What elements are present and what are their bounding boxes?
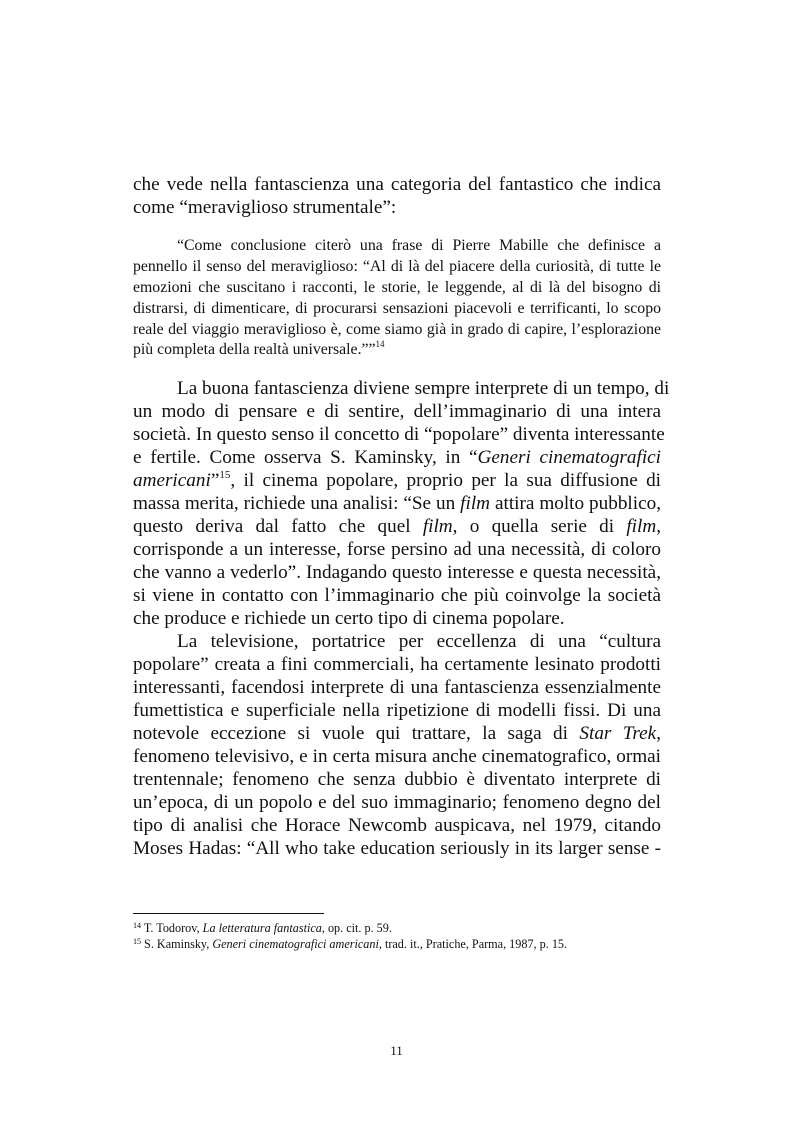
body-line: come “meraviglioso strumentale”:	[133, 197, 397, 218]
footnote-15: $^{15}$ S. Kaminsky, Generi cinematografici americani, trad. it., Pratiche, Parma, 1987, p. 15.	[133, 937, 568, 951]
footnote-separator	[133, 913, 324, 914]
footnote-ref[interactable]: 15	[219, 469, 231, 481]
quote-line: reale del viaggio meraviglioso è, come siamo già in grado di capire, l’esplorazione	[133, 321, 661, 338]
body-line: questo deriva dal fatto che quel film, o quella serie di film,	[133, 516, 661, 537]
body-line: americani”$^{15}$, il cinema popolare, proprio per la sua diffusione di	[133, 469, 661, 491]
body-line: che vede nella fantascienza una categoria del fantastico che indica	[133, 174, 661, 195]
body-line: notevole eccezione si vuole qui trattare, la saga di Star Trek,	[133, 723, 661, 744]
body-line: che produce e richiede un certo tipo di cinema popolare.	[133, 608, 565, 629]
page-number: 11	[390, 1043, 403, 1058]
body-line: La buona fantascienza diviene sempre interprete di un tempo, di	[177, 378, 670, 399]
quote-line: emozioni che suscitano i racconti, le storie, le leggende, al di là del bisogno di	[133, 279, 661, 296]
body-line: trentennale; fenomeno che senza dubbio è diventato interprete di	[133, 769, 661, 790]
body-line: e fertile. Come osserva S. Kaminsky, in “Generi cinematografici	[133, 447, 661, 468]
body-line: interessanti, facendosi interprete di una fantascienza essenzialmente	[133, 677, 661, 698]
body-line: Moses Hadas: “All who take education seriously in its larger sense -	[133, 838, 661, 859]
quote-line: “Come conclusione citerò una frase di Pierre Mabille che definisce a	[177, 237, 661, 254]
body-line: fenomeno televisivo, e in certa misura anche cinematografico, ormai	[133, 746, 661, 767]
footnote-14: $^{14}$ T. Todorov, La letteratura fantastica, op. cit. p. 59.	[133, 921, 392, 935]
body-line: corrisponde a un interesse, forse persino ad una necessità, di coloro	[133, 539, 661, 560]
quote-line-last: più completa della realtà universale.””$^{14}$	[133, 339, 385, 358]
footnote-ref[interactable]: 14	[375, 339, 385, 349]
quote-line: distrarsi, di dimenticare, di procurarsi sensazioni piacevoli e terrificanti, lo scopo	[133, 300, 661, 317]
body-line: si viene in contatto con l’immaginario che più coinvolge la società	[133, 585, 661, 606]
body-line: un’epoca, di un popolo e del suo immaginario; fenomeno degno del	[133, 792, 661, 813]
body-line: società. In questo senso il concetto di “popolare” diventa interessante	[133, 424, 665, 445]
body-line: popolare” creata a fini commerciali, ha certamente lesinato prodotti	[133, 654, 661, 675]
body-line: un modo di pensare e di sentire, dell’immaginario di una intera	[133, 401, 661, 422]
quote-line: pennello il senso del meraviglioso: “Al di là del piacere della curiosità, di tutte le	[133, 258, 661, 275]
body-line: massa merita, richiede una analisi: “Se un film attira molto pubblico,	[133, 493, 661, 514]
body-line: tipo di analisi che Horace Newcomb auspicava, nel 1979, citando	[133, 815, 661, 836]
body-line: fumettistica e superficiale nella ripetizione di modelli fissi. Di una	[133, 700, 661, 721]
body-line: La televisione, portatrice per eccellenza di una “cultura	[177, 631, 661, 652]
body-line: che vanno a vederlo”. Indagando questo interesse e questa necessità,	[133, 562, 661, 583]
